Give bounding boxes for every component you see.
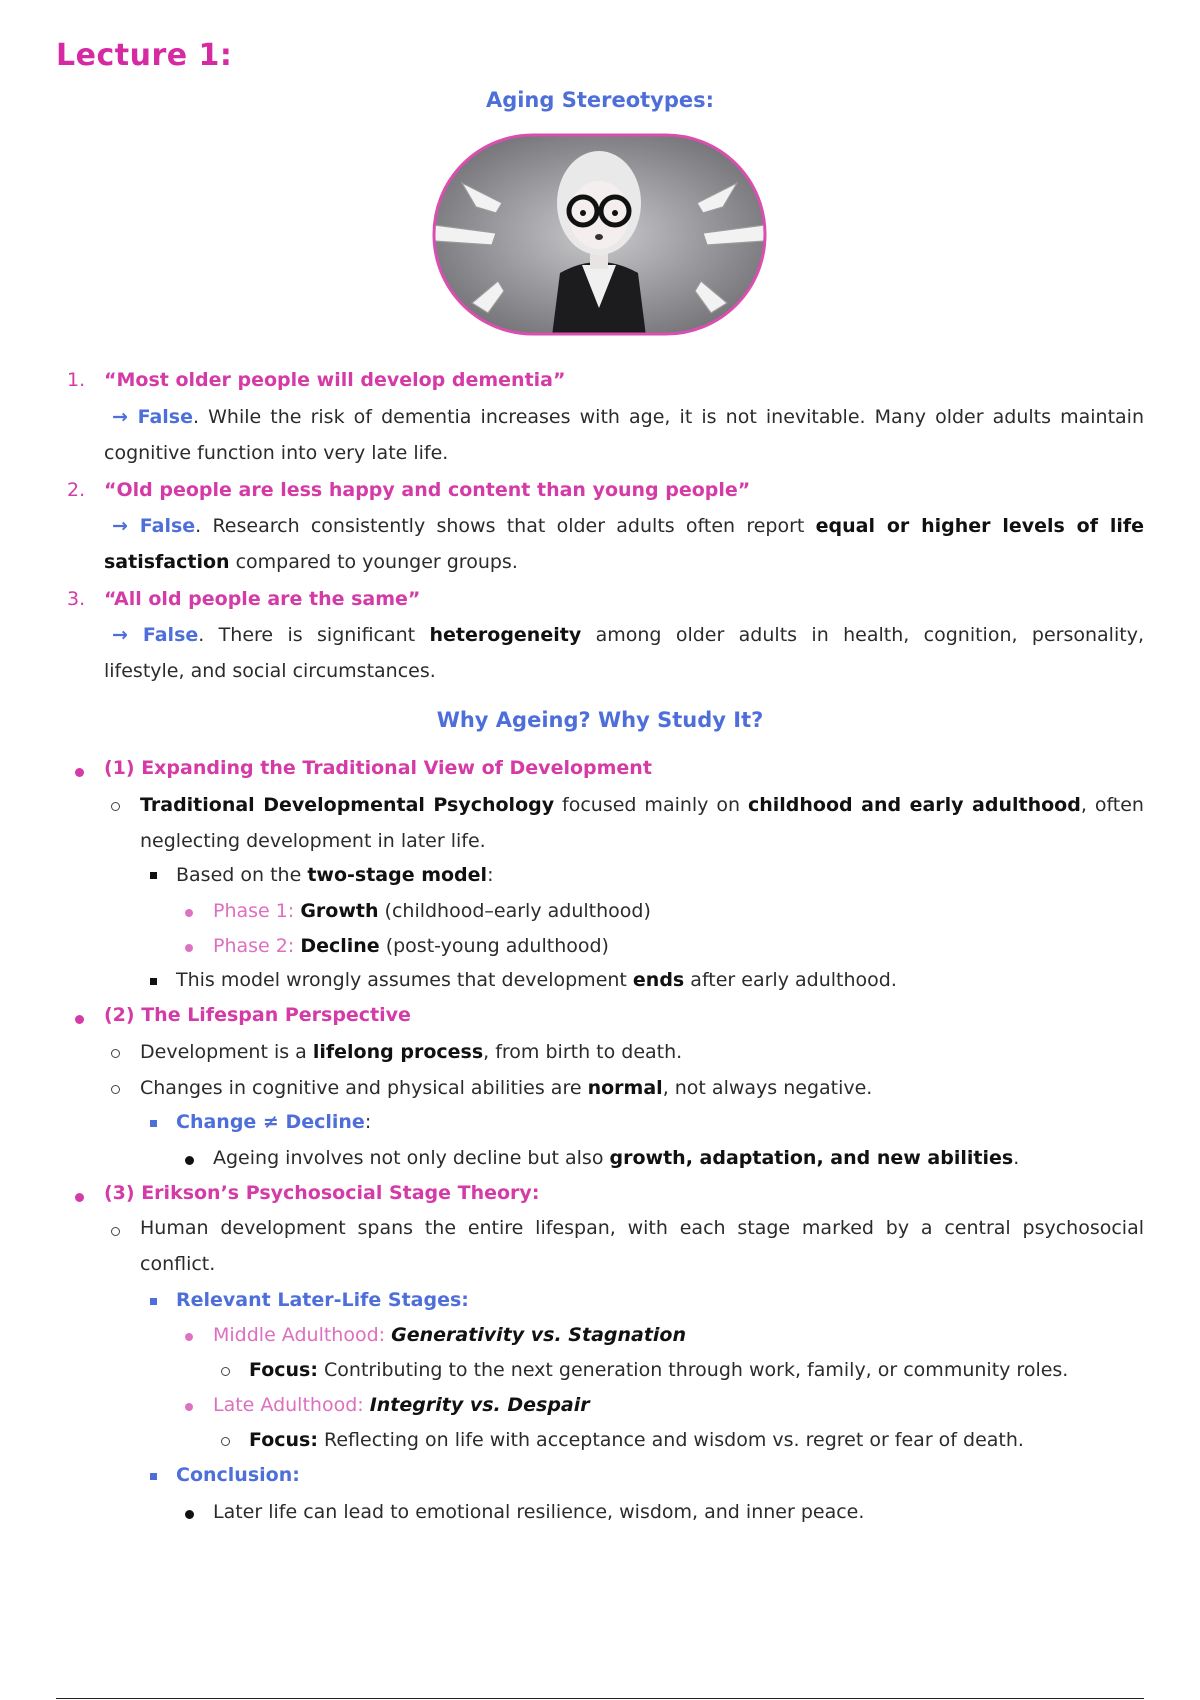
text: . [1013,1147,1020,1169]
verdict-false: → False [112,515,196,537]
bold-text: Focus: [249,1429,318,1451]
bullet [150,1120,157,1127]
text: Contributing to the next generation through work, family, or community roles. [317,1359,1069,1381]
verdict-bold: satisfaction [104,551,230,573]
text: Ageing involves not only decline but also [213,1147,604,1169]
why-ageing-heading: Why Ageing? Why Study It? [436,708,764,732]
verdict-bold: equal or higher levels of life [815,515,1144,537]
text: Development is a [140,1041,307,1063]
bullet [111,802,120,811]
verdict-text: among older adults in health, cognition, personality, [595,624,1144,646]
text: Reflecting on life with acceptance and wisdom vs. regret or fear of death. [317,1429,1024,1451]
traditional-psych-line [140,792,1144,818]
later-life-stages-label: Relevant Later-Life Stages: [176,1289,469,1311]
stage-label: Late Adulthood: [213,1394,364,1416]
lecture-title: Lecture 1: [56,38,233,73]
footer-divider [56,1698,1144,1699]
bold-text: Traditional Developmental Psychology [140,794,555,816]
late-focus-line [249,1427,1024,1453]
bullet [150,1473,157,1480]
verdict-bold: heterogeneity [429,624,582,646]
erikson-line2: conflict. [140,1253,216,1275]
stereotype-verdict-line [112,622,1144,648]
text: This model wrongly assumes that development [176,969,627,991]
traditional-psych-line2: neglecting development in later life. [140,830,486,852]
list-number: 2. [67,479,86,501]
bold-text: two-stage model [307,864,488,886]
stage-label: Middle Adulthood: [213,1324,386,1346]
bullet [221,1367,230,1376]
text: Changes in cognitive and physical abilities are [140,1077,582,1099]
text: (post-young adulthood) [379,935,609,957]
bold-text: Growth [300,900,379,922]
text: focused mainly on [562,794,741,816]
phase-1-line [213,898,651,924]
lifelong-line [140,1039,682,1065]
bold-text: Integrity vs. Despair [369,1394,590,1416]
bold-text: Generativity vs. Stagnation [391,1324,687,1346]
list-number: 3. [67,588,86,610]
label: Change ≠ Decline [176,1111,365,1133]
text: , not always negative. [662,1077,873,1099]
bullet [185,1510,194,1519]
phase-label: Phase 2: [213,935,295,957]
bullet [185,944,193,952]
aging-stereotypes-heading: Aging Stereotypes: [485,88,715,112]
aging-stereotypes-illustration [432,133,767,336]
text: (childhood–early adulthood) [378,900,651,922]
bold-text: growth, adaptation, and new abilities [609,1147,1014,1169]
bullet [185,909,193,917]
middle-focus-line [249,1357,1068,1383]
bullet [150,872,157,879]
stereotype-quote: “Old people are less happy and content than young people” [104,479,751,501]
stereotype-verdict-line [112,513,1144,539]
conclusion-label: Conclusion: [176,1464,300,1486]
verdict-false: → False [112,406,193,428]
text: , often [1080,794,1144,816]
text: : [487,864,494,886]
erikson-line: Human development spans the entire lifespan, with each stage marked by a central psychosocial [140,1217,1144,1239]
bold-text: childhood and early adulthood [747,794,1081,816]
verdict-text: . There is significant [198,624,416,646]
phase-2-line [213,933,609,959]
bullet [75,1193,84,1202]
bullet [150,978,157,985]
bullet [75,768,84,777]
bullet [150,1298,157,1305]
bullet [185,1403,193,1411]
wrong-assumption-line [176,967,897,993]
ageing-involves-line [213,1145,1019,1171]
phase-label: Phase 1: [213,900,295,922]
list-number: 1. [67,369,86,391]
two-stage-model-line [176,862,493,888]
bullet [75,1015,84,1024]
verdict-text: . Research consistently shows that older adults often report [195,515,805,537]
conclusion-text: Later life can lead to emotional resilience, wisdom, and inner peace. [213,1501,865,1523]
text: , from birth to death. [483,1041,683,1063]
verdict-text: compared to younger groups. [229,551,518,573]
text: after early adulthood. [690,969,897,991]
bullet [111,1085,120,1094]
middle-adulthood-line [213,1322,686,1348]
verdict-text: . While the risk of dementia increases with age, it is not inevitable. Many older adults maintain [193,406,1144,428]
text: : [364,1111,372,1133]
stereotype-verdict-line2: lifestyle, and social circumstances. [104,660,436,682]
bold-text: normal [587,1077,663,1099]
bullet [185,1156,194,1165]
bold-text: lifelong process [312,1041,484,1063]
bullet [185,1333,193,1341]
stereotype-verdict-line2: cognitive function into very late life. [104,442,449,464]
verdict-false: → False [112,624,199,646]
bullet [221,1437,230,1446]
stereotype-verdict-line [112,404,1144,430]
changes-normal-line [140,1075,872,1101]
bullet [111,1227,120,1236]
bold-text: Decline [300,935,380,957]
section-3-title: (3) Erikson’s Psychosocial Stage Theory: [104,1182,540,1204]
stereotype-verdict-line2 [104,549,518,575]
stereotype-quote: “All old people are the same” [104,588,421,610]
bullet [111,1049,120,1058]
section-1-title: (1) Expanding the Traditional View of Development [104,757,652,779]
stereotype-quote: “Most older people will develop dementia” [104,369,566,391]
section-2-title: (2) The Lifespan Perspective [104,1004,411,1026]
bold-text: Focus: [249,1359,318,1381]
change-not-decline-line [176,1109,371,1135]
bold-text: ends [632,969,685,991]
late-adulthood-line [213,1392,590,1418]
text: Based on the [176,864,302,886]
